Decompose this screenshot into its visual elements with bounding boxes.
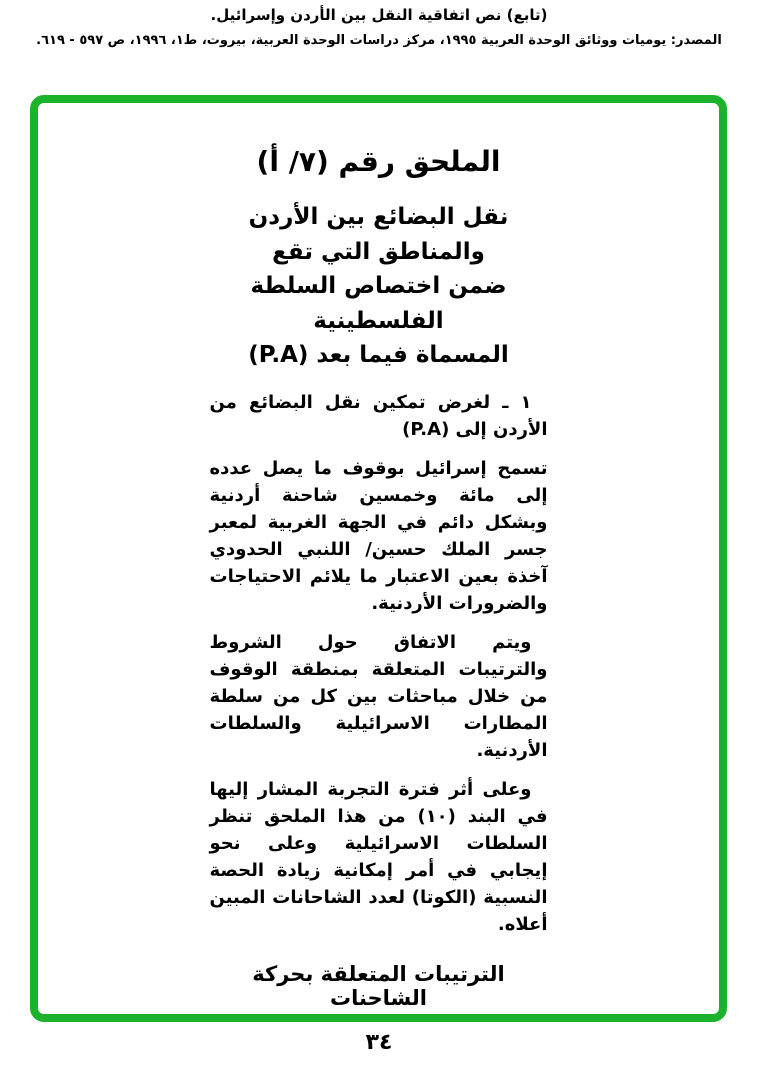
clause-1-intro: ١ ـ لغرض تمكين نقل البضائع من الأردن إلى (P.A) — [209, 391, 548, 440]
source-citation: المصدر: يوميات ووثائق الوحدة العربية ١٩٩٥، مركز دراسات الوحدة العربية، بيروت، ط١، ١٩٩٦، ص ٥٩٧ - ٦١٩. — [36, 33, 722, 48]
subtitle-line: ضمن اختصاص السلطة الفلسطينية — [250, 273, 507, 334]
continuation-title: (تابع) نص اتفاقية النقل بين الأردن وإسرائيل. — [210, 6, 548, 24]
page-header — [0, 0, 758, 48]
document-frame — [30, 95, 727, 1022]
clause-1-paragraph: وعلى أثر فترة التجربة المشار إليها في البند (١٠) من هذا الملحق تنظر السلطات الاسرائيلية وعلى نحو إيجابي في أمر إمكانية زيادة الحصة النسبية (الكوتا) لعدد الشاحانات المبين أعلاه. — [209, 778, 548, 935]
text-column — [210, 145, 548, 1022]
document-content — [38, 103, 719, 1022]
subtitle-line: المسماة فيما بعد (P.A) — [248, 342, 509, 368]
page-number: ٣٤ — [365, 1030, 393, 1055]
clause-1-paragraph: ويتم الاتفاق حول الشروط والترتيبات المتعلقة بمنطقة الوقوف من خلال مباحثات بين كل من سلطة المطارات الاسرائيلية والسلطات الأردنية. — [209, 631, 548, 761]
section-heading: الترتيبات المتعلقة بحركة الشاحنات — [252, 961, 505, 1010]
clause-1-paragraph: تسمح إسرائيل بوقوف ما يصل عدده إلى مائة وخمسين شاحنة أردنية وبشكل دائم في الجهة الغربية لمعبر جسر الملك حسين/ اللنبي الحدودي آخذة بعين الاعتبار ما يلائم الاحتياجات والضرورات الأردنية. — [209, 457, 548, 614]
clause-2-paragraph — [210, 1022, 548, 1023]
document-subtitle — [210, 200, 548, 373]
subtitle-line: نقل البضائع بين الأردن والمناطق التي تقع — [248, 204, 509, 265]
appendix-title: الملحق رقم (٧/ أ) — [256, 145, 501, 178]
